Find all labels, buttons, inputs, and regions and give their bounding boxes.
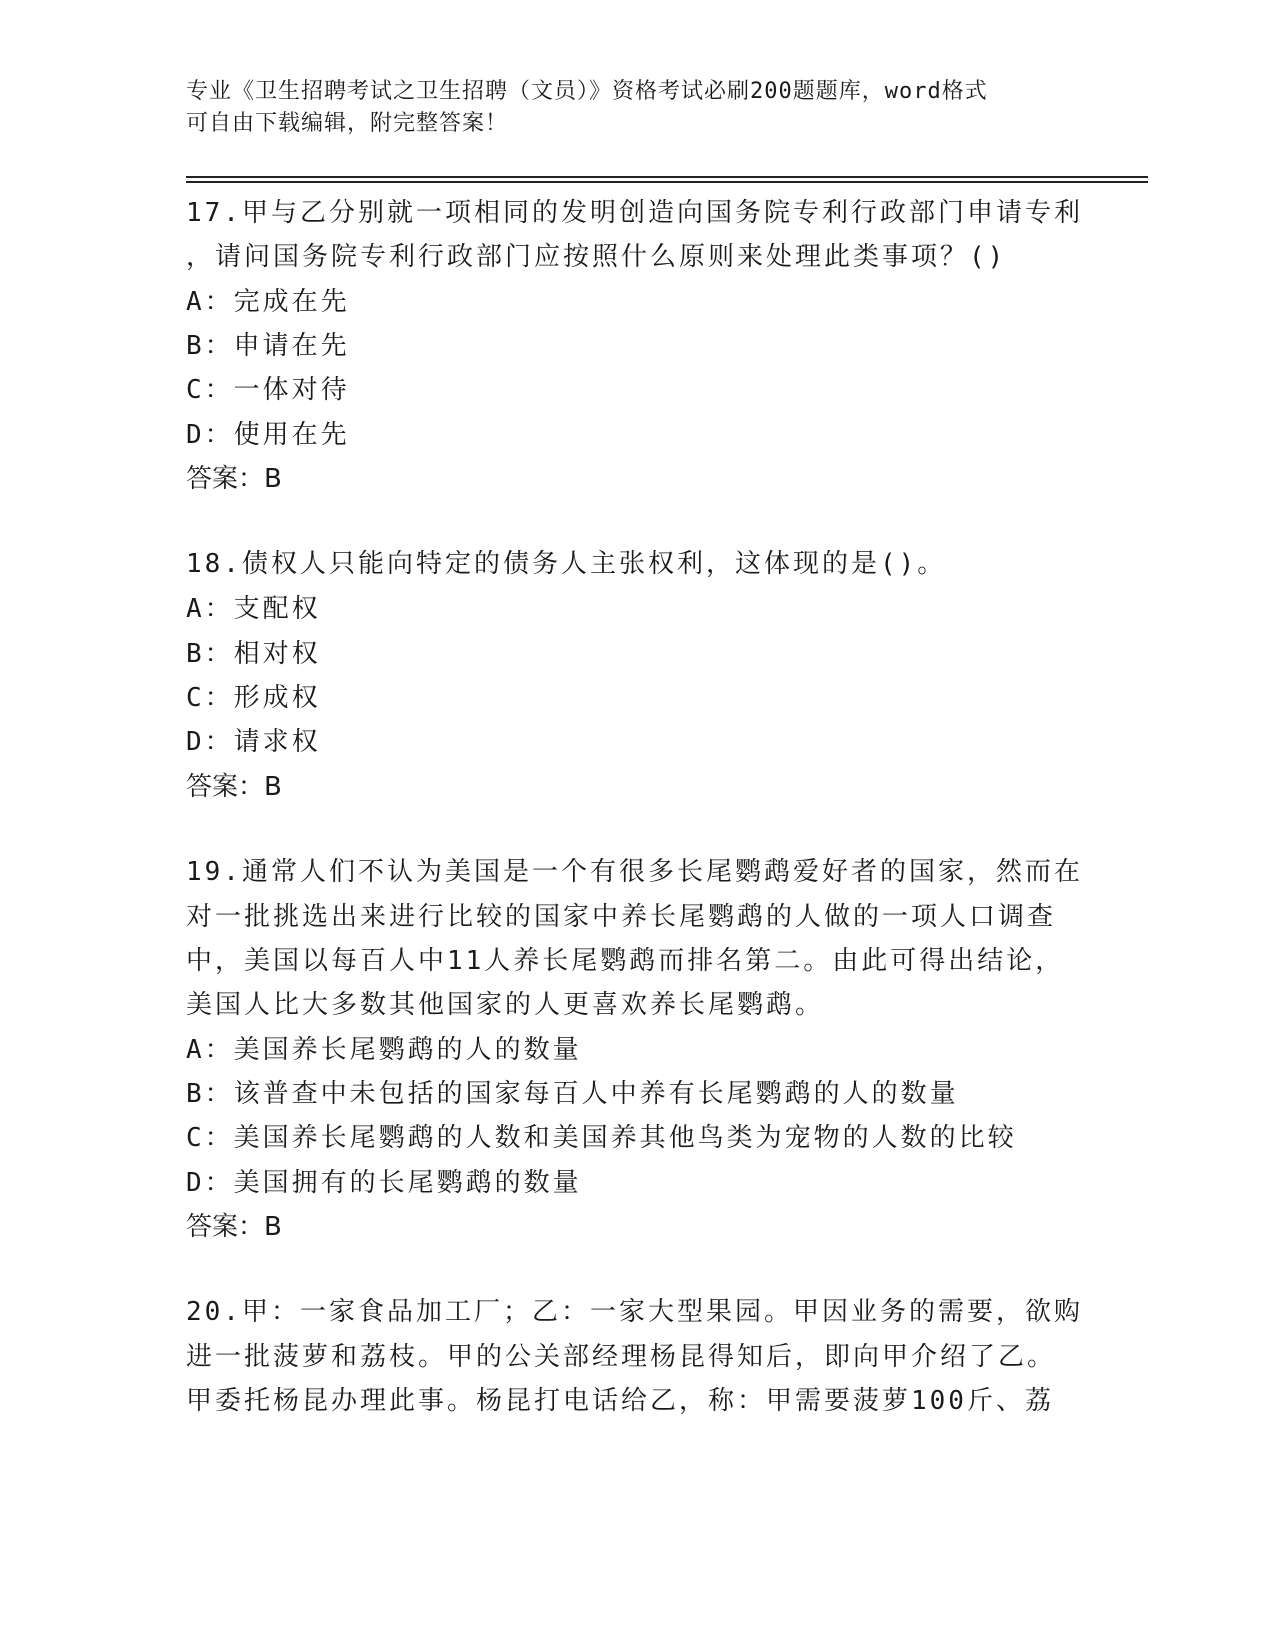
question-stem-line: 20.甲：一家食品加工厂；乙：一家大型果园。甲因业务的需要，欲购 xyxy=(186,1297,1083,1327)
option-d: D：美国拥有的长尾鹦鹉的数量 xyxy=(186,1168,582,1198)
question-stem-line: 对一批挑选出来进行比较的国家中养长尾鹦鹉的人做的一项人口调查 xyxy=(186,902,1057,932)
option-a: A：支配权 xyxy=(186,594,321,624)
option-b: B：申请在先 xyxy=(186,331,350,361)
question-stem-line: 18.债权人只能向特定的债务人主张权利，这体现的是()。 xyxy=(186,549,947,579)
question-stem-line: 17.甲与乙分别就一项相同的发明创造向国务院专利行政部门申请专利 xyxy=(186,198,1083,228)
option-c: C：美国养长尾鹦鹉的人数和美国养其他鸟类为宠物的人数的比较 xyxy=(186,1123,1017,1153)
header-divider-bottom xyxy=(186,181,1148,183)
question-stem-line: 19.通常人们不认为美国是一个有很多长尾鹦鹉爱好者的国家，然而在 xyxy=(186,857,1083,887)
header-divider-top xyxy=(186,176,1148,178)
answer-label: 答案：B xyxy=(186,1212,282,1242)
question-stem-line: ，请问国务院专利行政部门应按照什么原则来处理此类事项？() xyxy=(186,242,1007,272)
question-stem-line: 美国人比大多数其他国家的人更喜欢养长尾鹦鹉。 xyxy=(186,990,825,1020)
option-a: A：完成在先 xyxy=(186,287,350,317)
option-b: B：相对权 xyxy=(186,639,321,669)
answer-label: 答案：B xyxy=(186,464,282,494)
option-b: B：该普查中未包括的国家每百人中养有长尾鹦鹉的人的数量 xyxy=(186,1079,959,1109)
question-stem-line: 进一批菠萝和荔枝。甲的公关部经理杨昆得知后，即向甲介绍了乙。 xyxy=(186,1342,1057,1372)
document-title-line-2: 可自由下载编辑，附完整答案！ xyxy=(186,111,509,136)
document-title-line-1: 专业《卫生招聘考试之卫生招聘（文员）》资格考试必刷200题题库，word格式 xyxy=(186,79,988,104)
option-c: C：形成权 xyxy=(186,683,321,713)
answer-label: 答案：B xyxy=(186,772,282,802)
question-stem-line: 甲委托杨昆办理此事。杨昆打电话给乙，称：甲需要菠萝100斤、荔 xyxy=(186,1386,1054,1416)
question-stem-line: 中，美国以每百人中11人养长尾鹦鹉而排名第二。由此可得出结论， xyxy=(186,946,1065,976)
option-d: D：使用在先 xyxy=(186,420,350,450)
option-a: A：美国养长尾鹦鹉的人的数量 xyxy=(186,1035,582,1065)
option-d: D：请求权 xyxy=(186,727,321,757)
option-c: C：一体对待 xyxy=(186,375,350,405)
